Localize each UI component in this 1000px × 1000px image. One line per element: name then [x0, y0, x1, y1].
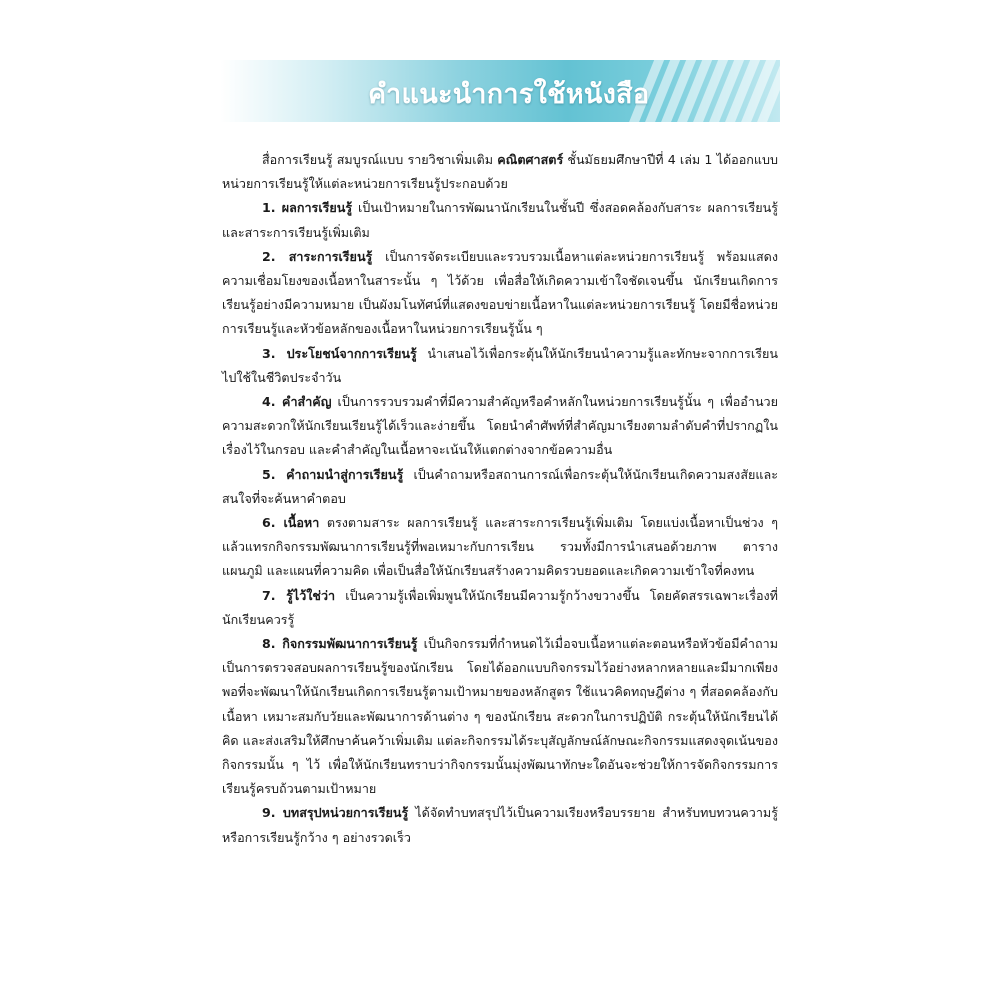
item-text: เป็นคำถามหรือสถานการณ์เพื่อกระตุ้นให้นักเรียนเกิดความสงสัยและสนใจที่จะค้นหาคำตอบ [222, 466, 778, 506]
item-title: 4. คำสำคัญ [262, 394, 332, 410]
item-title: 6. เนื้อหา [262, 515, 320, 531]
item-paragraph [222, 463, 778, 511]
item-title: 9. บทสรุปหน่วยการเรียนรู้ [262, 805, 409, 821]
item-text: ตรงตามสาระ ผลการเรียนรู้ และสาระการเรียนรู้เพิ่มเติม โดยแบ่งเนื้อหาเป็นช่วง ๆ แล้วแทรกกิจกรรมพัฒนาการเรียนรู้ที่พอเหมาะกับการเรียน รวมทั้งมีการนำเสนอด้วยภาพ ตาราง แผนภูมิ และแผนที่ความคิด เพื่อเป็นสื่อให้นักเรียนสร้างความคิดรวบยอดและเกิดความเข้าใจที่คงทน [222, 515, 778, 579]
item-text: เป็นเป้าหมายในการพัฒนานักเรียนในชั้นปี ซึ่งสอดคล้องกับสาระ ผลการเรียนรู้ และสาระการเรียนรู้เพิ่มเติม [222, 200, 778, 240]
item-paragraph [222, 342, 778, 390]
item-paragraph [222, 196, 778, 244]
item-paragraph [222, 801, 778, 849]
intro-text-before: สื่อการเรียนรู้ สมบูรณ์แบบ รายวิชาเพิ่มเติม [262, 152, 498, 167]
item-text: เป็นการจัดระเบียบและรวบรวมเนื้อหาแต่ละหน่วยการเรียนรู้ พร้อมแสดงความเชื่อมโยงของเนื้อหาในสาระนั้น ๆ ไว้ด้วย เพื่อสื่อให้เกิดความเข้าใจชัดเจนขึ้น นักเรียนเกิดการเรียนรู้อย่างมีความหมาย เป็นผังมโนทัศน์ที่แสดงขอบข่ายเนื้อหาในแต่ละหน่วยการเรียนรู้ โดยมีชื่อหน่วยการเรียนรู้และหัวข้อหลักของเนื้อหาในหน่วยการเรียนรู้นั้น ๆ [222, 248, 778, 337]
page-title: คำแนะนำการใช้หนังสือ [368, 79, 650, 110]
intro-paragraph [222, 148, 778, 196]
item-title: 5. คำถามนำสู่การเรียนรู้ [262, 466, 404, 482]
item-text: ได้จัดทำบทสรุปไว้เป็นความเรียงหรือบรรยาย สำหรับทบทวนความรู้หรือการเรียนรู้กว้าง ๆ อย่างรวดเร็ว [222, 805, 778, 845]
item-text: นำเสนอไว้เพื่อกระตุ้นให้นักเรียนนำความรู้และทักษะจากการเรียนไปใช้ในชีวิตประจำวัน [222, 345, 778, 385]
banner-stripes-decoration [630, 60, 780, 122]
item-title: 7. รู้ไว้ใช่ว่า [262, 587, 336, 603]
item-text: เป็นการรวบรวมคำที่มีความสำคัญหรือคำหลักในหน่วยการเรียนรู้นั้น ๆ เพื่ออำนวยความสะดวกให้นักเรียนเรียนรู้ได้เร็วและง่ายขึ้น โดยนำคำศัพท์ที่สำคัญมาเรียงตามลำดับคำที่ปรากฏในเรื่องไว้ในกรอบ และคำสำคัญในเนื้อหาจะเน้นให้แตกต่างจากข้อความอื่น [222, 394, 779, 458]
title-banner [220, 60, 780, 122]
item-paragraph [222, 511, 778, 584]
instructions-body [222, 148, 778, 850]
item-title: 2. สาระการเรียนรู้ [262, 248, 373, 264]
item-paragraph [222, 584, 778, 632]
item-paragraph [222, 245, 778, 342]
item-title: 3. ประโยชน์จากการเรียนรู้ [262, 345, 417, 361]
item-text: เป็นกิจกรรมที่กำหนดไว้เมื่อจบเนื้อหาแต่ละตอนหรือหัวข้อมีคำถามเป็นการตรวจสอบผลการเรียนรู้ของนักเรียน โดยได้ออกแบบกิจกรรมไว้อย่างหลากหลายและมีมากเพียงพอที่จะพัฒนาให้นักเรียนเกิดการเรียนรู้ตามเป้าหมายของหลักสูตร ใช้แนวคิดทฤษฎีต่าง ๆ ที่สอดคล้องกับเนื้อหา เหมาะสมกับวัยและพัฒนาการด้านต่าง ๆ ของนักเรียน สะดวกในการปฏิบัติ กระตุ้นให้นักเรียนได้คิด และส่งเสริมให้ศึกษาค้นคว้าเพิ่มเติม แต่ละกิจกรรมได้ระบุสัญลักษณ์ลักษณะกิจกรรมแสดงจุดเน้นของกิจกรรมนั้น ๆ ไว้ เพื่อให้นักเรียนทราบว่ากิจกรรมนั้นมุ่งพัฒนาทักษะใดอันจะช่วยให้การจัดกิจกรรมการเรียนรู้ครบถ้วนตามเป้าหมาย [222, 636, 778, 797]
item-text: เป็นความรู้เพื่อเพิ่มพูนให้นักเรียนมีความรู้กว้างขวางขึ้น โดยคัดสรรเฉพาะเรื่องที่นักเรียนควรรู้ [222, 587, 778, 627]
intro-text-after: ชั้นมัธยมศึกษาปีที่ 4 เล่ม 1 ได้ออกแบบหน่วยการเรียนรู้ให้แต่ละหน่วยการเรียนรู้ประกอบด้วย [222, 152, 778, 192]
item-title: 1. ผลการเรียนรู้ [262, 200, 353, 216]
intro-subject: คณิตศาสตร์ [497, 152, 564, 167]
item-title: 8. กิจกรรมพัฒนาการเรียนรู้ [262, 636, 418, 652]
item-paragraph [222, 390, 778, 463]
item-paragraph [222, 632, 778, 801]
